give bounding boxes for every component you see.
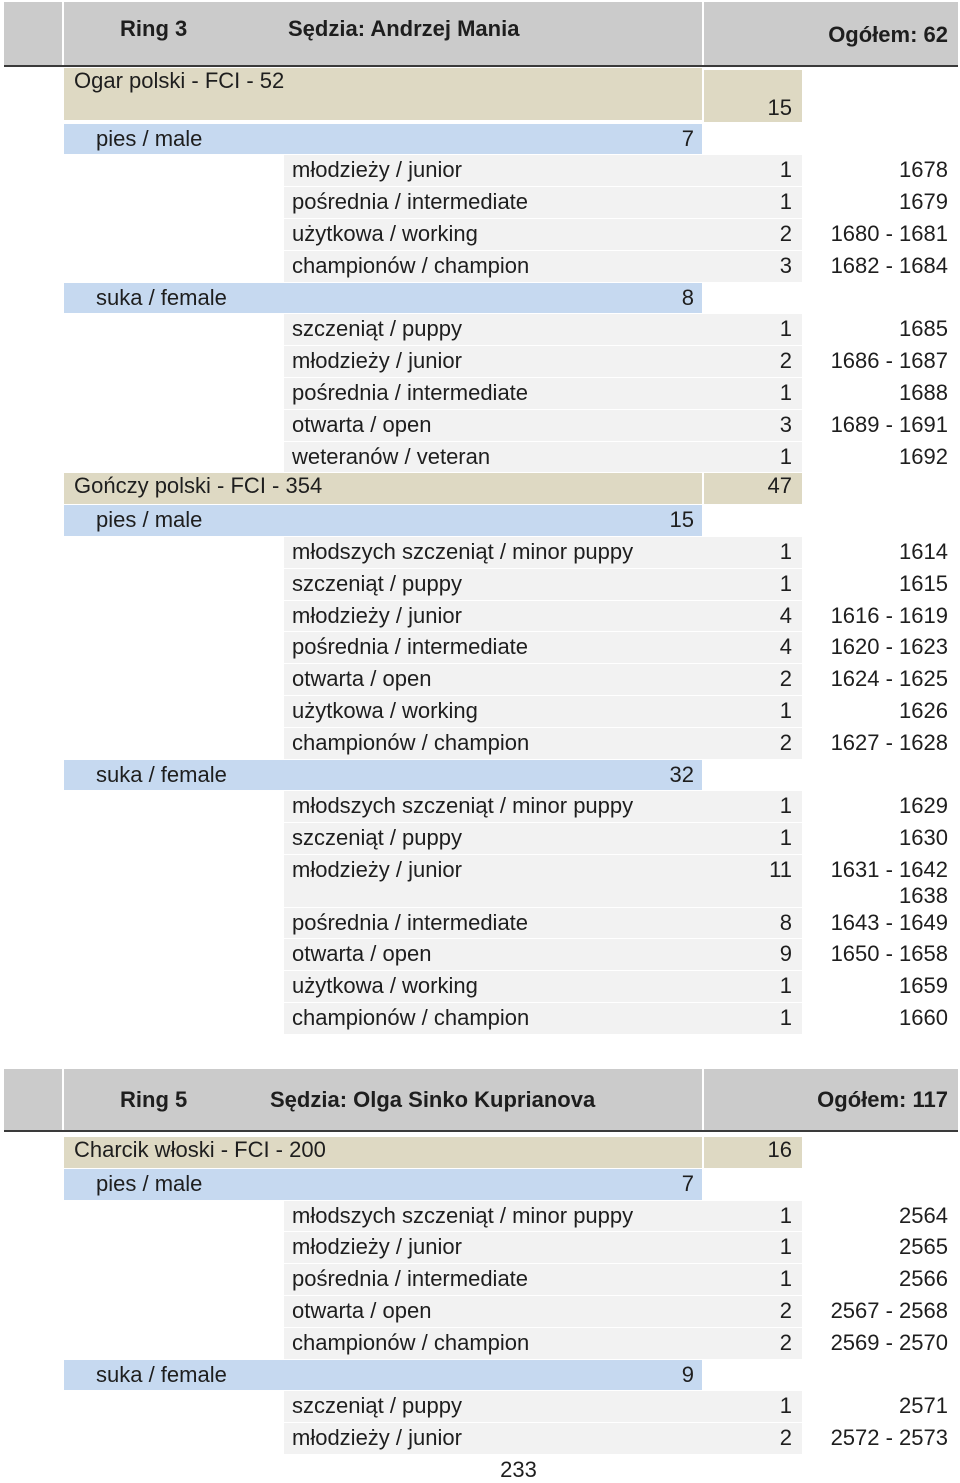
- breed-count: 47: [767, 473, 792, 499]
- class-name: championów / champion: [292, 729, 530, 755]
- catalog-numbers: 2567 - 2568: [830, 1298, 948, 1323]
- class-count: 1: [779, 539, 792, 565]
- class-count: 2: [779, 221, 792, 247]
- class-name: pośrednia / intermediate: [292, 909, 529, 935]
- ring-header: [0, 2, 960, 67]
- catalog-numbers: 1615: [899, 570, 948, 596]
- catalog-numbers: 1643 - 1649: [830, 909, 948, 935]
- judge-name: Sędzia: Andrzej Mania: [288, 16, 520, 41]
- class-count: 1: [779, 316, 792, 342]
- catalog-number-extra: 1638: [899, 883, 948, 909]
- class-count: 1: [779, 825, 792, 851]
- class-count: 11: [769, 857, 792, 883]
- class-count: 1: [779, 570, 792, 596]
- catalog-numbers: 1629: [899, 793, 948, 819]
- class-count: 2: [779, 666, 792, 692]
- catalog-numbers: 1679: [899, 189, 948, 215]
- class-name: szczeniąt / puppy: [292, 1393, 462, 1419]
- class-name: pośrednia / intermediate: [292, 380, 529, 406]
- class-name: młodszych szczeniąt / minor puppy: [292, 539, 634, 565]
- catalog-numbers: 1630: [899, 825, 948, 851]
- class-name: otwarta / open: [292, 411, 432, 437]
- header-separator: [702, 2, 704, 65]
- class-count: 1: [779, 443, 792, 469]
- catalog-numbers: 1688: [899, 380, 948, 406]
- sex-label: suka / female: [96, 761, 227, 787]
- breed-count: 16: [767, 1137, 792, 1162]
- catalog-numbers: 1682 - 1684: [830, 252, 948, 278]
- class-count: 4: [779, 602, 792, 628]
- sex-label: suka / female: [96, 1361, 227, 1387]
- class-count: 1: [779, 380, 792, 406]
- sex-label: pies / male: [96, 125, 203, 151]
- page-number: 233: [500, 1457, 537, 1482]
- header-separator: [62, 1069, 64, 1130]
- class-count: 2: [779, 348, 792, 374]
- sex-label: pies / male: [96, 1170, 203, 1196]
- class-count: 1: [779, 157, 792, 183]
- catalog-numbers: 1660: [899, 1004, 948, 1030]
- catalog-numbers: 2564: [899, 1202, 948, 1228]
- class-count: 1: [779, 1004, 792, 1030]
- class-count: 1: [779, 1202, 792, 1228]
- class-name: młodzieży / junior: [292, 857, 462, 883]
- class-count: 2: [779, 1425, 792, 1451]
- catalog-numbers: 1620 - 1623: [830, 634, 948, 660]
- class-name: szczeniąt / puppy: [292, 825, 462, 851]
- catalog-numbers: 1689 - 1691: [830, 411, 948, 437]
- class-count: 1: [779, 189, 792, 215]
- class-name: młodszych szczeniąt / minor puppy: [292, 793, 634, 819]
- class-count: 1: [779, 698, 792, 724]
- catalog-numbers: 1631 - 1642: [830, 857, 948, 883]
- class-count: 3: [779, 411, 792, 437]
- catalog-numbers: 1616 - 1619: [830, 602, 948, 628]
- class-name: otwarta / open: [292, 666, 432, 692]
- sex-count: 15: [669, 507, 694, 533]
- sex-count: 7: [681, 125, 694, 151]
- class-name: pośrednia / intermediate: [292, 634, 529, 660]
- class-name: otwarta / open: [292, 1298, 432, 1323]
- catalog-numbers: 1680 - 1681: [830, 221, 948, 247]
- catalog-numbers: 1686 - 1687: [830, 348, 948, 374]
- breed-name: Charcik włoski - FCI - 200: [74, 1137, 326, 1162]
- class-count: 1: [779, 1234, 792, 1260]
- catalog-numbers: 1614: [899, 539, 948, 565]
- class-name: otwarta / open: [292, 941, 432, 967]
- catalog-numbers: 2569 - 2570: [830, 1329, 948, 1355]
- class-name: pośrednia / intermediate: [292, 1266, 529, 1292]
- header-rule: [4, 1130, 958, 1132]
- sex-label: pies / male: [96, 507, 203, 533]
- class-count: 2: [779, 1298, 792, 1323]
- ring-total: Ogółem: 62: [828, 22, 948, 47]
- class-name: młodzieży / junior: [292, 348, 462, 374]
- catalog-numbers: 1650 - 1658: [830, 941, 948, 967]
- sex-label: suka / female: [96, 284, 227, 310]
- ring-name: Ring 5: [120, 1087, 188, 1112]
- sex-count: 8: [681, 284, 694, 310]
- header-rule: [4, 65, 958, 67]
- catalog-numbers: 1626: [899, 698, 948, 724]
- sex-count: 32: [669, 761, 694, 787]
- class-name: championów / champion: [292, 252, 530, 278]
- header-separator: [702, 1069, 704, 1130]
- class-name: weteranów / veteran: [292, 443, 491, 469]
- class-name: pośrednia / intermediate: [292, 189, 529, 215]
- class-count: 1: [779, 1393, 792, 1419]
- judge-name: Sędzia: Olga Sinko Kuprianova: [270, 1087, 596, 1112]
- catalog-numbers: 2566: [899, 1266, 948, 1292]
- breed-name: Ogar polski - FCI - 52: [74, 68, 285, 93]
- class-name: użytkowa / working: [292, 221, 478, 247]
- class-count: 1: [779, 793, 792, 819]
- class-count: 8: [779, 909, 792, 935]
- catalog-numbers: 2571: [899, 1393, 948, 1419]
- class-name: championów / champion: [292, 1329, 530, 1355]
- class-name: championów / champion: [292, 1004, 530, 1030]
- ring-header: [0, 1069, 960, 1132]
- class-name: użytkowa / working: [292, 698, 478, 724]
- class-count: 1: [779, 1266, 792, 1292]
- class-count: 2: [779, 1329, 792, 1355]
- catalog-numbers: 1692: [899, 443, 948, 469]
- catalog-numbers: 1624 - 1625: [830, 666, 948, 692]
- header-separator: [62, 2, 64, 65]
- class-count: 3: [779, 252, 792, 278]
- class-count: 2: [779, 729, 792, 755]
- class-name: młodzieży / junior: [292, 1234, 462, 1260]
- class-name: użytkowa / working: [292, 973, 478, 999]
- class-name: młodzieży / junior: [292, 602, 462, 628]
- class-name: młodzieży / junior: [292, 1425, 462, 1451]
- catalog-numbers: 1685: [899, 316, 948, 342]
- catalog-numbers: 2572 - 2573: [830, 1425, 948, 1451]
- catalog-numbers: 1627 - 1628: [830, 729, 948, 755]
- class-name: szczeniąt / puppy: [292, 570, 462, 596]
- breed-count: 15: [767, 95, 792, 121]
- catalog-numbers: 1659: [899, 973, 948, 999]
- class-name: młodzieży / junior: [292, 157, 462, 183]
- class-count: 9: [779, 941, 792, 967]
- breed-name: Gończy polski - FCI - 354: [74, 473, 323, 499]
- catalog-numbers: 1678: [899, 157, 948, 183]
- catalog-numbers: 2565: [899, 1234, 948, 1260]
- class-name: szczeniąt / puppy: [292, 316, 462, 342]
- ring-name: Ring 3: [120, 16, 188, 41]
- sex-count: 9: [681, 1361, 694, 1387]
- class-count: 1: [779, 973, 792, 999]
- sex-count: 7: [681, 1170, 694, 1196]
- ring-total: Ogółem: 117: [817, 1087, 948, 1112]
- class-count: 4: [779, 634, 792, 660]
- class-name: młodszych szczeniąt / minor puppy: [292, 1202, 634, 1228]
